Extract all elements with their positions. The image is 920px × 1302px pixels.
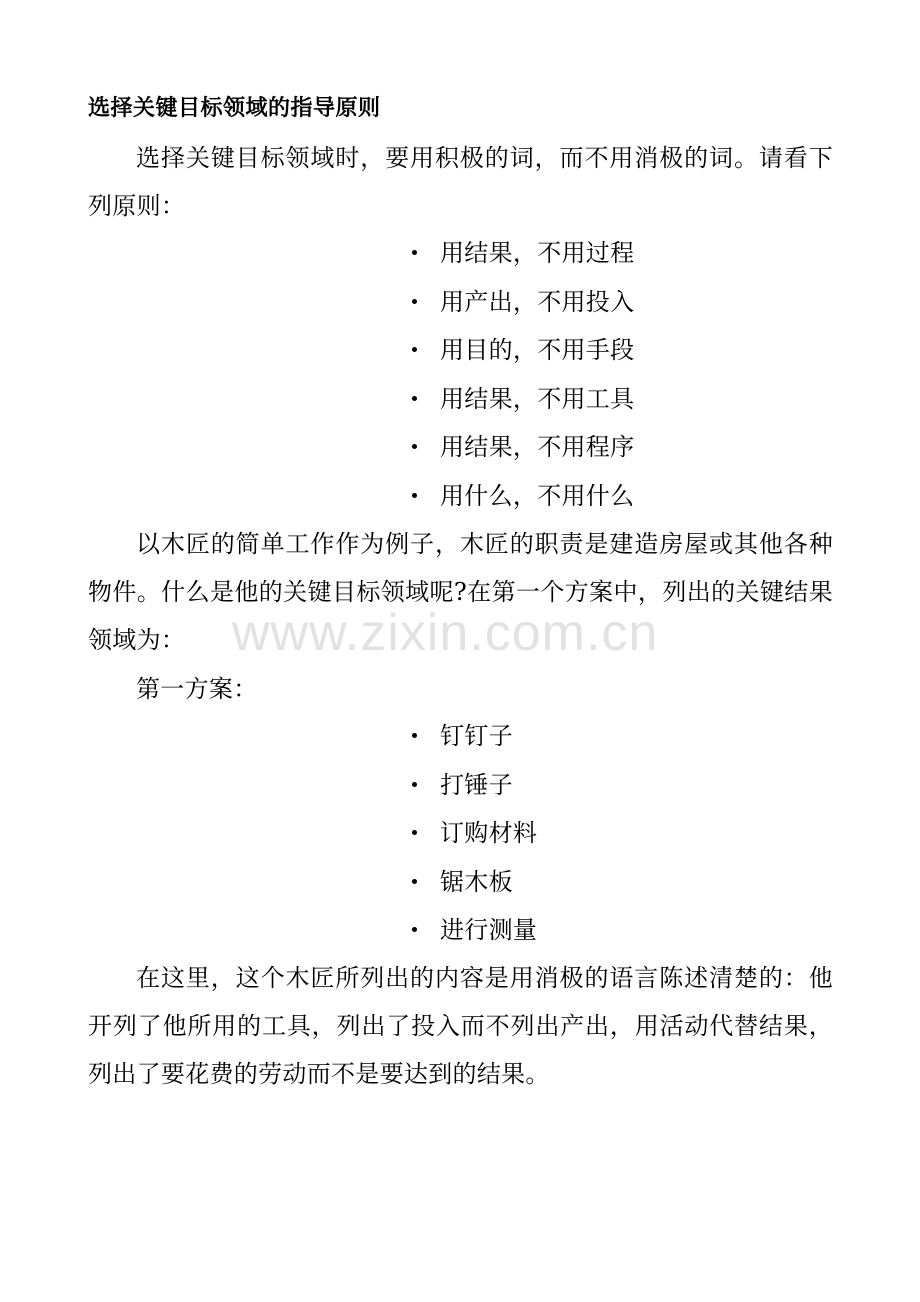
bullet-icon	[412, 493, 417, 498]
list-item: 钉钉子	[440, 712, 537, 761]
document-heading: 选择关键目标领域的指导原则	[88, 95, 381, 121]
bullet-icon	[412, 347, 417, 352]
bullet-icon	[412, 299, 417, 304]
plan-label: 第一方案：	[136, 675, 258, 703]
bullet-icon	[412, 396, 417, 401]
list-item: 用结果，不用工具	[440, 375, 634, 424]
bullet-icon	[412, 879, 417, 884]
list-item: 打锤子	[440, 761, 537, 810]
bullet-icon	[412, 927, 417, 932]
bullet-icon	[412, 250, 417, 255]
list-item: 用什么，不用什么	[440, 472, 634, 521]
list-item: 用结果，不用程序	[440, 423, 634, 472]
list-item: 用结果，不用过程	[440, 229, 634, 278]
list-item: 订购材料	[440, 809, 537, 858]
bullet-icon	[412, 733, 417, 738]
plan-items-list	[440, 712, 537, 955]
bullet-icon	[412, 444, 417, 449]
principles-list	[440, 229, 634, 520]
list-item: 进行测量	[440, 906, 537, 955]
list-item: 用目的，不用手段	[440, 326, 634, 375]
conclusion-paragraph: 在这里，这个木匠所列出的内容是用消极的语言陈述清楚的：他开列了他所用的工具，列出了投入而不列出产出，用活动代替结果，列出了要花费的劳动而不是要达到的结果。	[88, 964, 833, 1088]
example-paragraph: 以木匠的简单工作作为例子，木匠的职责是建造房屋或其他各种物件。什么是他的关键目标领域呢?在第一个方案中，列出的关键结果领域为：	[88, 530, 833, 654]
list-item: 锯木板	[440, 858, 537, 907]
watermark: www.zixin.com.cn	[232, 604, 659, 662]
intro-paragraph: 选择关键目标领域时，要用积极的词，而不用消极的词。请看下列原则：	[88, 144, 833, 220]
bullet-icon	[412, 782, 417, 787]
list-item: 用产出，不用投入	[440, 278, 634, 327]
bullet-icon	[412, 830, 417, 835]
